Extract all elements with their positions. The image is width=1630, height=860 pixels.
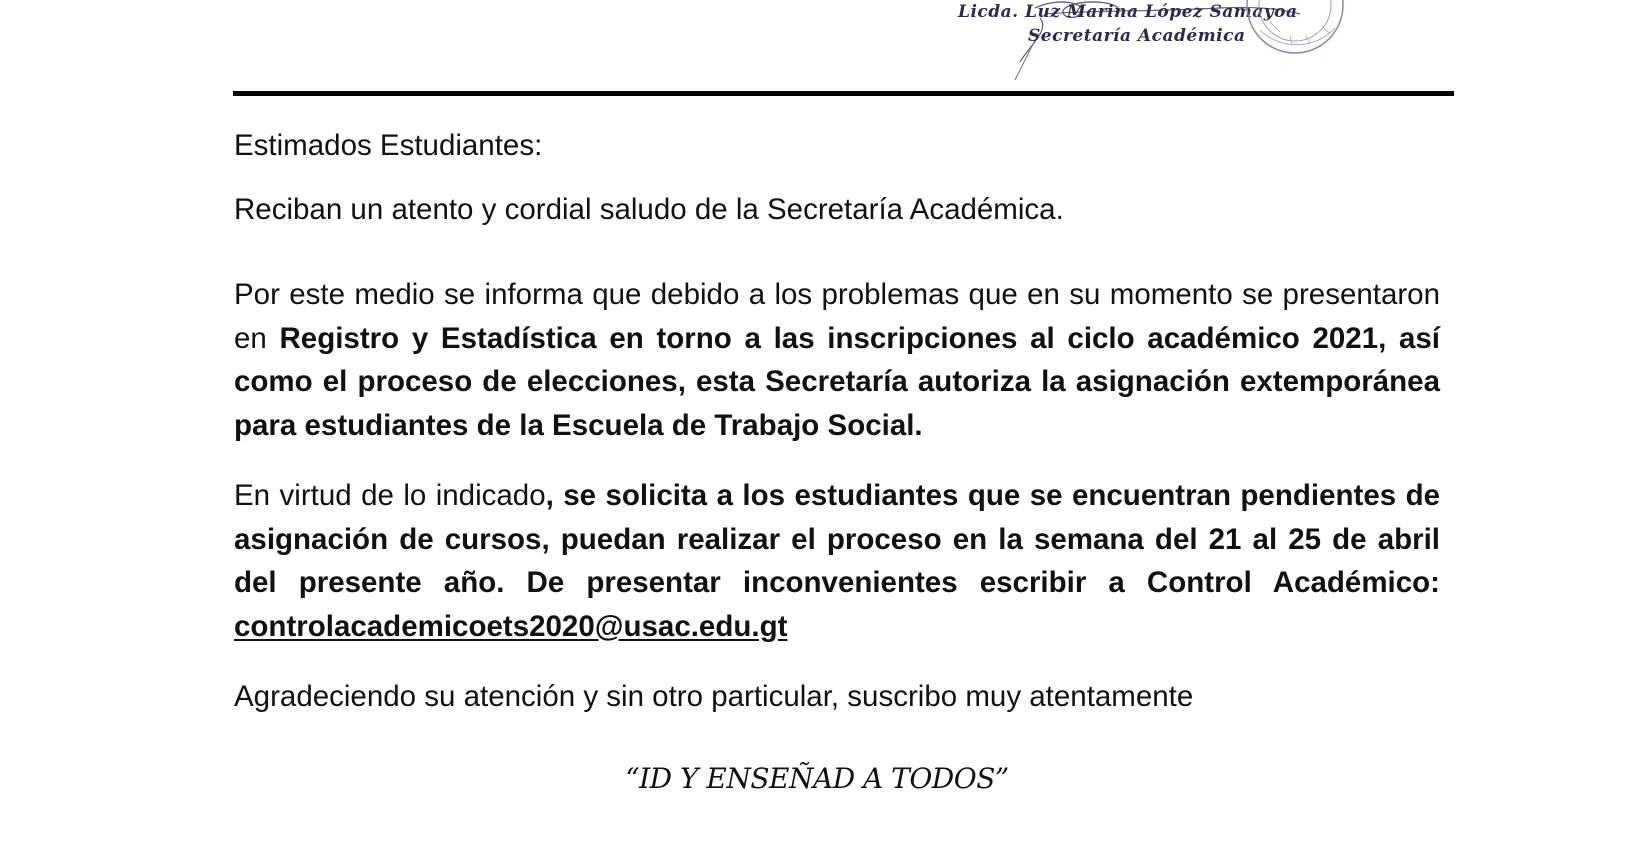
greeting: Estimados Estudiantes:	[234, 129, 543, 162]
paragraph-request	[234, 474, 1440, 648]
motto: “ID Y ENSEÑAD A TODOS”	[625, 761, 1009, 795]
signature-block	[940, 0, 1410, 90]
paragraph-notice	[234, 273, 1440, 447]
paragraph-request-intro: En virtud de lo indicado	[234, 479, 546, 512]
signatory-title: Secretaría Académica	[1028, 26, 1246, 46]
contact-email-link[interactable]: controlacademicoets2020@usac.edu.gt	[234, 609, 788, 643]
salutation: Reciban un atento y cordial saludo de la Secretaría Académica.	[234, 192, 1064, 226]
paragraph-request-bold: , se solicita a los estudiantes que se encuentran pendientes de asignación de cursos, puedan realizar el proceso en la semana del 21 al 25 de abril del presente año. De presentar inconvenientes escribir a Control Académico:	[234, 479, 1440, 599]
closing-line: Agradeciendo su atención y sin otro particular, suscribo muy atentamente	[234, 680, 1194, 713]
header-divider	[233, 91, 1454, 96]
official-seal	[1240, 0, 1350, 60]
signatory-name: Licda. Luz Marina López Samayoa	[958, 2, 1298, 22]
paragraph-notice-bold: Registro y Estadística en torno a las inscripciones al ciclo académico 2021, así como el proceso de elecciones, esta Secretaría autoriza la asignación extemporánea para estudiantes de la Escuela de Trabajo Social.	[234, 321, 1440, 442]
paragraph-notice-intro: Por este medio se informa que debido a los problemas que en su momento se presentaron en	[234, 278, 1440, 355]
letter-body	[234, 124, 1440, 800]
